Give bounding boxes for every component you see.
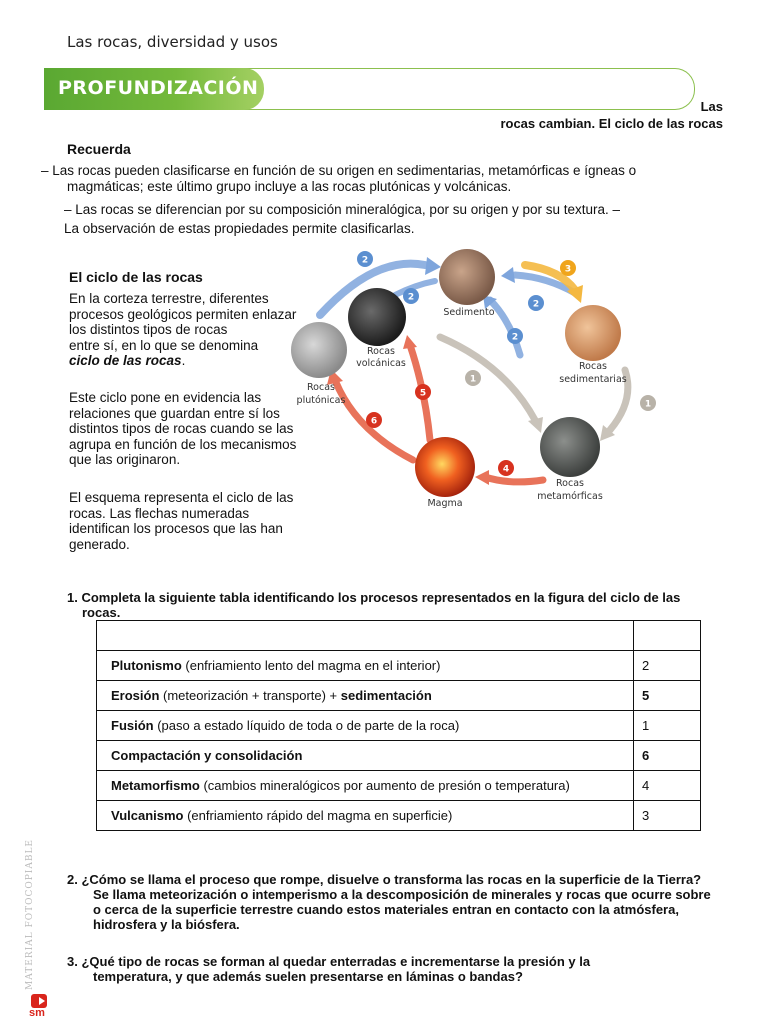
badge-6-text: 6 <box>370 416 378 427</box>
process-name: Plutonismo <box>111 658 182 673</box>
label-volcanicas-1: Rocas <box>367 346 395 357</box>
play-icon <box>31 994 47 1008</box>
question-3-text: ¿Qué tipo de rocas se forman al quedar enterradas e incrementarse la presión y la temperatura, y que además suelen presentarse en láminas o bandas? <box>81 954 591 984</box>
process-name: Erosión <box>111 688 160 703</box>
arrow-4 <box>485 477 543 482</box>
label-metamorficas-1: Rocas <box>556 478 584 489</box>
section-banner <box>44 68 696 110</box>
logo-text: sm <box>29 1007 45 1019</box>
process-name: Metamorfismo <box>111 778 200 793</box>
table-row <box>97 681 701 711</box>
process-cell[interactable] <box>97 771 634 801</box>
ciclo-p1a: En la corteza terrestre, diferentes procesos geológicos permiten enlazar los distintos tipos de rocas <box>69 291 297 337</box>
question-3 <box>67 954 667 984</box>
recuerda-item-2: – Las rocas se diferencian por su composición mineralógica, por su origen y por su textura. – <box>64 202 621 217</box>
sidebar-watermark <box>25 840 45 990</box>
process-table <box>96 620 701 831</box>
ciclo-paragraph-1 <box>69 291 299 369</box>
process-cell[interactable] <box>97 681 634 711</box>
badge-5-text: 5 <box>419 388 427 399</box>
table-row <box>97 711 701 741</box>
process-cell[interactable] <box>97 741 634 771</box>
question-2 <box>67 872 717 932</box>
badge-3-text: 3 <box>564 264 572 275</box>
question-1-text: Completa la siguiente tabla identificando los procesos representados en la figura del ciclo de las rocas. <box>81 590 681 620</box>
arrow-1-mid-head <box>528 417 543 433</box>
process-cell[interactable] <box>97 651 634 681</box>
label-metamorficas-2: metamórficas <box>537 491 603 502</box>
process-desc: (paso a estado líquido de toda o de parte de la roca) <box>153 718 460 733</box>
magma-rock <box>415 437 475 497</box>
table-header-cell-1[interactable] <box>97 621 634 651</box>
badge-1-right-text: 1 <box>644 399 652 410</box>
number-cell[interactable]: 3 <box>634 801 701 831</box>
number-cell[interactable]: 5 <box>634 681 701 711</box>
page-header-title: Las rocas, diversidad y usos <box>67 33 278 51</box>
number-cell[interactable]: 2 <box>634 651 701 681</box>
arrow-2-sed-right-head <box>501 267 515 283</box>
badge-2-sed-left-text: 2 <box>511 332 519 343</box>
banner-label: PROFUNDIZACIÓN <box>58 77 259 99</box>
plutonicas-rock <box>291 322 347 378</box>
ciclo-paragraph-2 <box>69 390 299 468</box>
subtitle-line1: Las <box>700 99 723 114</box>
number-cell[interactable]: 1 <box>634 711 701 741</box>
ciclo-term: ciclo de las rocas <box>69 353 182 368</box>
table-row <box>97 741 701 771</box>
label-sedimentarias-2: sedimentarias <box>559 374 627 385</box>
badge-1-mid-text: 1 <box>469 374 477 385</box>
subtitle-line2: rocas cambian. El ciclo de las rocas <box>500 116 723 131</box>
ciclo-title: El ciclo de las rocas <box>69 269 203 285</box>
label-plutonicas-2: plutónicas <box>296 395 346 406</box>
label-volcanicas-2: volcánicas <box>356 358 406 369</box>
label-sedimentarias-1: Rocas <box>579 361 607 372</box>
badge-2-top-text: 2 <box>361 255 369 266</box>
number-cell[interactable]: 6 <box>634 741 701 771</box>
banner-outline <box>244 68 695 110</box>
process-name: Vulcanismo <box>111 808 184 823</box>
badge-2-sed-right-text: 2 <box>532 299 540 310</box>
arrow-5-head <box>403 335 417 349</box>
volcanicas-rock <box>348 288 406 346</box>
sedimentarias-rock <box>565 305 621 361</box>
recuerda-item-1: – Las rocas pueden clasificarse en función de su origen en sedimentarias, metamórficas e ígneas o magmáticas; este último grupo incluye a las rocas plutónicas y volcánicas. <box>41 163 637 194</box>
ciclo-p2a: Este ciclo pone en evidencia las relaciones que guardan entre sí los <box>69 390 280 421</box>
question-2-number: 2. <box>67 872 78 887</box>
ciclo-p1b: entre sí, en lo que se denomina <box>69 337 259 353</box>
label-sedimento: Sedimento <box>443 307 495 318</box>
table-row <box>97 651 701 681</box>
rock-cycle-diagram <box>285 245 665 515</box>
number-cell[interactable]: 4 <box>634 771 701 801</box>
ciclo-p2b: distintos tipos de rocas cuando se las agrupa en función de los mecanismos que las originaron. <box>69 421 297 467</box>
label-plutonicas-1: Rocas <box>307 382 335 393</box>
metamorficas-rock <box>540 417 600 477</box>
question-2-text: ¿Cómo se llama el proceso que rompe, disuelve o transforma las rocas en la superficie de la Tierra? Se llama meteorización o intemperismo a la descomposición de minerales y rocas que ocurre sobre o cerca de la superficie terrestre cuando estos materiales entran en contacto con la atmósfera, hidrosfera y la biósfera. <box>81 872 711 932</box>
process-name: Compactación y consolidación <box>111 748 303 763</box>
publisher-logo <box>29 994 51 1018</box>
sidebar-watermark-text: MATERIAL FOTOCOPIABLE <box>25 838 35 990</box>
question-3-number: 3. <box>67 954 78 969</box>
recuerda-title: Recuerda <box>67 141 131 157</box>
label-magma: Magma <box>427 498 463 509</box>
question-1 <box>67 590 717 620</box>
arrow-4-head <box>475 470 489 485</box>
table-row <box>97 801 701 831</box>
recuerda-item-3: La observación de estas propiedades permite clasificarlas. <box>64 221 415 236</box>
table-header-row <box>97 621 701 651</box>
process-cell[interactable] <box>97 711 634 741</box>
ciclo-p1d: . <box>181 353 186 368</box>
arrow-2-top-head <box>425 257 441 275</box>
process-desc: (cambios mineralógicos por aumento de presión o temperatura) <box>199 778 570 793</box>
process-name-2: sedimentación <box>340 688 432 703</box>
process-desc: (enfriamiento lento del magma en el interior) <box>181 658 441 673</box>
process-name: Fusión <box>111 718 154 733</box>
table-row <box>97 771 701 801</box>
process-desc: (meteorización + transporte) + <box>159 688 341 703</box>
sedimento-rock <box>439 249 495 305</box>
badge-4-text: 4 <box>502 464 510 475</box>
table-header-cell-2[interactable] <box>634 621 701 651</box>
question-1-number: 1. <box>67 590 78 605</box>
process-desc: (enfriamiento rápido del magma en superficie) <box>183 808 453 823</box>
ciclo-paragraph-3: El esquema representa el ciclo de las rocas. Las flechas numeradas identifican los procesos que las han generado. <box>69 490 294 552</box>
process-cell[interactable] <box>97 801 634 831</box>
badge-2-volc-text: 2 <box>407 292 415 303</box>
